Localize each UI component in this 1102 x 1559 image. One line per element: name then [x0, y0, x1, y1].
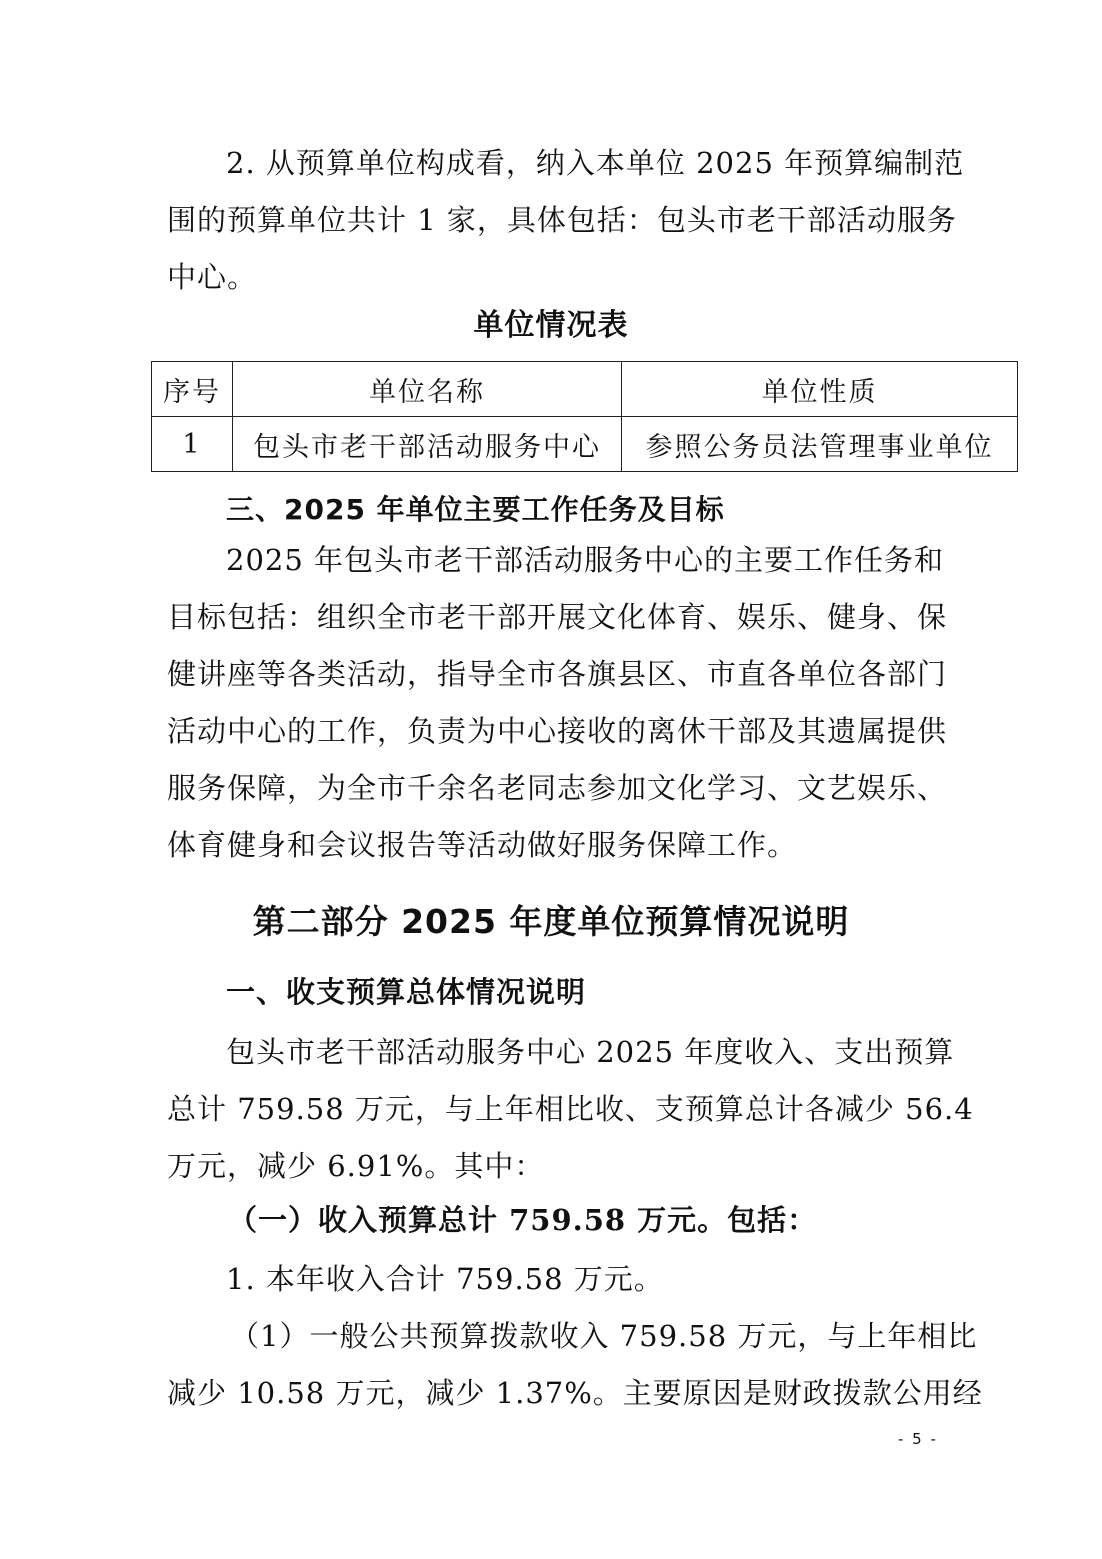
paragraph-line: 健讲座等各类活动，指导全市各旗县区、市直各单位各部门 [167, 657, 948, 691]
paragraph-line: 万元，减少 6.91%。其中： [167, 1149, 545, 1183]
paragraph-line: 1. 本年收入合计 759.58 万元。 [226, 1262, 664, 1296]
paragraph-line: 体育健身和会议报告等活动做好服务保障工作。 [167, 828, 798, 862]
table-title: 单位情况表 [473, 308, 629, 343]
unit-info-table [151, 361, 1018, 472]
part-title: 第二部分 2025 年度单位预算情况说明 [252, 902, 850, 941]
subsection-heading: （一）收入预算总计 759.58 万元。包括： [228, 1203, 818, 1237]
paragraph-line: （1）一般公共预算拨款收入 759.58 万元，与上年相比 [230, 1319, 978, 1353]
paragraph-line: 目标包括：组织全市老干部开展文化体育、娱乐、健身、保 [167, 600, 948, 634]
section-heading: 三、2025 年单位主要工作任务及目标 [226, 493, 725, 526]
table-cell: 包头市老干部活动服务中心 [233, 417, 622, 472]
paragraph-line: 2025 年包头市老干部活动服务中心的主要工作任务和 [226, 543, 945, 577]
paragraph-line: 围的预算单位共计 1 家，具体包括：包头市老干部活动服务 [167, 203, 957, 237]
paragraph-line: 服务保障，为全市千余名老同志参加文化学习、文艺娱乐、 [167, 771, 948, 805]
paragraph-line: 减少 10.58 万元，减少 1.37%。主要原因是财政拨款公用经 [167, 1376, 983, 1410]
page-number: - 5 - [898, 1430, 938, 1448]
table-header-cell: 序号 [152, 362, 233, 417]
table-header-row [152, 362, 1018, 417]
paragraph-line: 2. 从预算单位构成看，纳入本单位 2025 年预算编制范 [226, 146, 965, 180]
paragraph-line: 中心。 [167, 260, 258, 294]
paragraph-line: 总计 759.58 万元，与上年相比收、支预算总计各减少 56.4 [167, 1092, 974, 1126]
paragraph-line: 包头市老干部活动服务中心 2025 年度收入、支出预算 [226, 1035, 955, 1069]
table-row [152, 417, 1018, 472]
table-header-cell: 单位名称 [233, 362, 622, 417]
section-heading: 一、收支预算总体情况说明 [226, 975, 587, 1009]
table-cell: 参照公务员法管理事业单位 [622, 417, 1018, 472]
table-cell: 1 [152, 417, 233, 472]
paragraph-line: 活动中心的工作，负责为中心接收的离休干部及其遗属提供 [167, 714, 948, 748]
table-header-cell: 单位性质 [622, 362, 1018, 417]
